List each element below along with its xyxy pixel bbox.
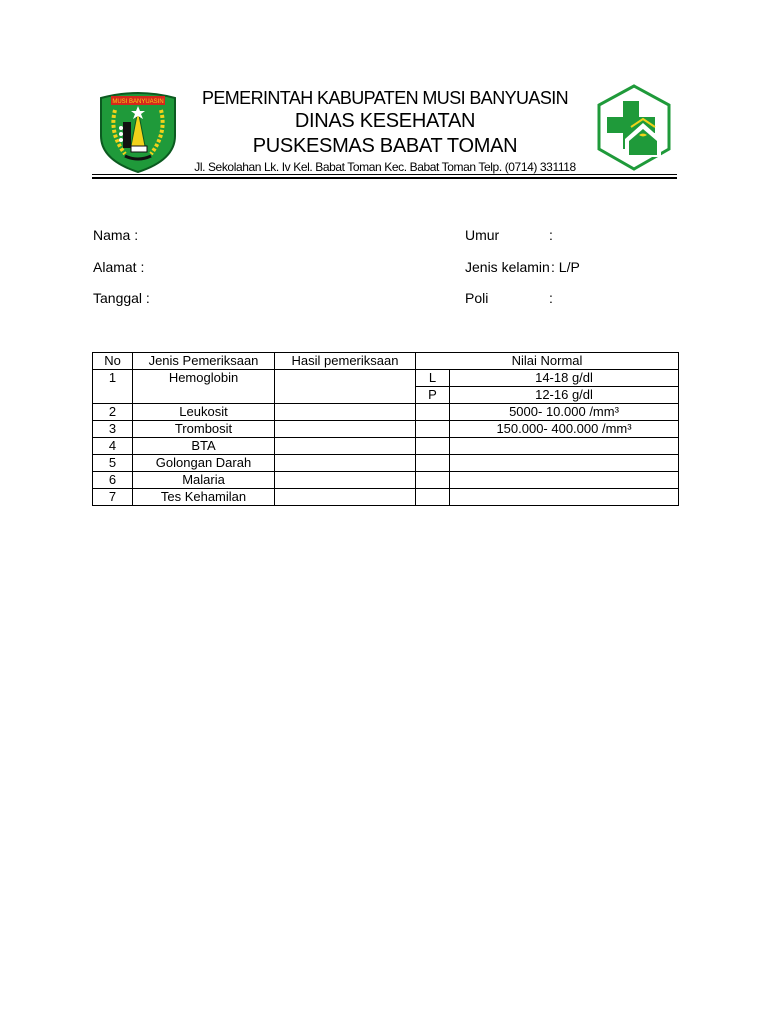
header-hasil-pemeriksaan: Hasil pemeriksaan [275, 353, 416, 370]
field-jenis-kelamin-label: Jenis kelamin [465, 259, 550, 275]
lab-results-table [92, 352, 679, 506]
row-no: 2 [93, 404, 133, 421]
row-no: 6 [93, 472, 133, 489]
table-header-row [93, 353, 679, 370]
row-sex [416, 489, 450, 506]
header-department: DINAS KESEHATAN [294, 110, 476, 132]
table-row [93, 489, 679, 506]
header-divider-thick [92, 177, 677, 179]
field-umur-colon: : [549, 227, 553, 243]
field-tanggal: Tanggal : [93, 290, 150, 306]
header-divider-thin [92, 174, 677, 175]
field-umur-label: Umur [465, 227, 500, 243]
row-sex-l: L [416, 370, 450, 387]
row-sex [416, 404, 450, 421]
row-nilai [450, 455, 679, 472]
row-nilai: 150.000- 400.000 /mm³ [450, 421, 679, 438]
row-sex [416, 438, 450, 455]
row-hasil [275, 489, 416, 506]
table-row [93, 370, 679, 387]
row-nilai-p: 12-16 g/dl [450, 387, 679, 404]
row-no: 4 [93, 438, 133, 455]
row-jenis: Malaria [133, 472, 275, 489]
row-sex-p: P [416, 387, 450, 404]
table-row [93, 472, 679, 489]
header-no: No [93, 353, 133, 370]
row-no: 1 [93, 370, 133, 404]
field-poli-colon: : [549, 290, 553, 306]
row-sex [416, 455, 450, 472]
row-nilai [450, 472, 679, 489]
row-hasil [275, 455, 416, 472]
row-nilai: 5000- 10.000 /mm³ [450, 404, 679, 421]
row-nilai [450, 489, 679, 506]
row-hasil [275, 404, 416, 421]
row-no: 5 [93, 455, 133, 472]
field-nama: Nama : [93, 227, 139, 243]
header-government: PEMERINTAH KABUPATEN MUSI BANYUASIN [201, 88, 569, 108]
row-jenis: Hemoglobin [133, 370, 275, 404]
row-jenis: Tes Kehamilan [133, 489, 275, 506]
row-jenis: BTA [133, 438, 275, 455]
row-sex [416, 472, 450, 489]
header-nilai-normal: Nilai Normal [416, 353, 679, 370]
header-jenis-pemeriksaan: Jenis Pemeriksaan [133, 353, 275, 370]
header-puskesmas: PUSKESMAS BABAT TOMAN [252, 135, 518, 157]
row-jenis: Trombosit [133, 421, 275, 438]
row-no: 3 [93, 421, 133, 438]
table-row [93, 421, 679, 438]
field-jenis-kelamin-value: : L/P [551, 259, 580, 275]
row-jenis: Leukosit [133, 404, 275, 421]
row-nilai-l: 14-18 g/dl [450, 370, 679, 387]
field-poli-label: Poli [465, 290, 489, 306]
row-nilai [450, 438, 679, 455]
logo-lettering: MUSI BANYUASIN [112, 99, 164, 105]
row-jenis: Golongan Darah [133, 455, 275, 472]
row-hasil [275, 472, 416, 489]
row-hasil [275, 421, 416, 438]
row-no: 7 [93, 489, 133, 506]
header-address: Jl. Sekolahan Lk. Iv Kel. Babat Toman Kec. Babat Toman Telp. (0714) 331118 [194, 160, 576, 174]
table-row [93, 455, 679, 472]
row-hasil [275, 370, 416, 404]
puskesmas-logo [595, 83, 673, 173]
row-hasil [275, 438, 416, 455]
table-row [93, 404, 679, 421]
row-sex [416, 421, 450, 438]
table-row [93, 438, 679, 455]
field-alamat: Alamat : [93, 259, 145, 275]
